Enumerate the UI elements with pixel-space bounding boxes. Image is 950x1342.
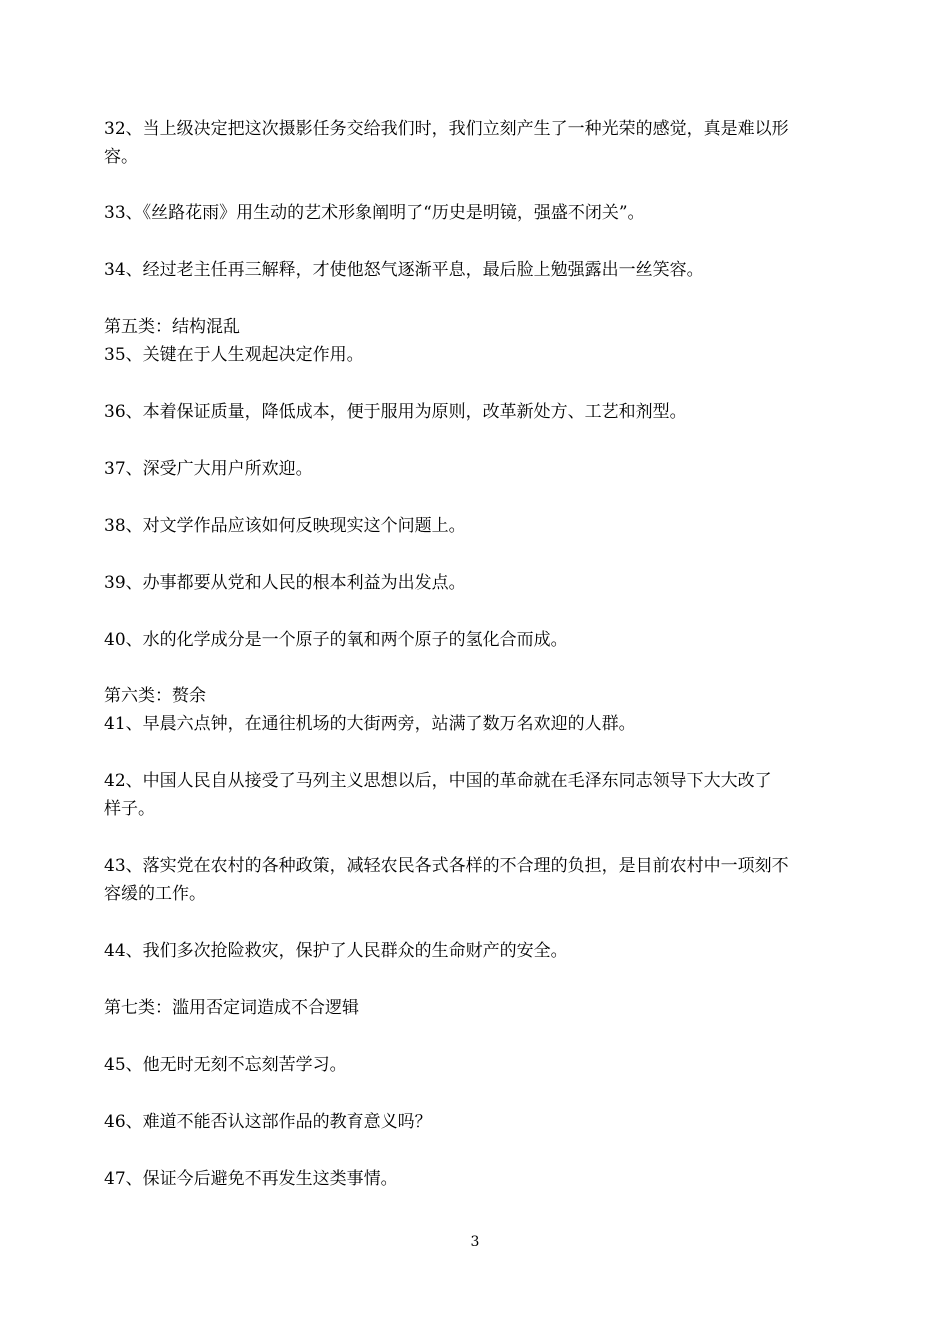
section-heading-7: 第七类：滥用否定词造成不合逻辑 (104, 998, 359, 1018)
page-number: 3 (470, 1234, 480, 1250)
item-37: 37、深受广大用户所欢迎。 (104, 459, 313, 479)
item-32-line-1: 32、当上级决定把这次摄影任务交给我们时，我们立刻产生了一种光荣的感觉，真是难以形 (104, 119, 789, 139)
section-heading-5: 第五类：结构混乱 (104, 317, 240, 337)
item-47: 47、保证今后避免不再发生这类事情。 (104, 1169, 398, 1189)
item-42-line-1: 42、中国人民自从接受了马列主义思想以后，中国的革命就在毛泽东同志领导下大大改了 (104, 771, 772, 791)
item-41: 41、早晨六点钟，在通往机场的大街两旁，站满了数万名欢迎的人群。 (104, 714, 636, 734)
item-34: 34、经过老主任再三解释，才使他怒气逐渐平息，最后脸上勉强露出一丝笑容。 (104, 260, 704, 280)
item-43-line-2: 容缓的工作。 (104, 884, 206, 904)
item-39: 39、办事都要从党和人民的根本利益为出发点。 (104, 573, 466, 593)
item-43-line-1: 43、落实党在农村的各种政策，减轻农民各式各样的不合理的负担，是目前农村中一项刻不 (104, 856, 789, 876)
item-32-line-2: 容。 (104, 147, 138, 167)
item-33: 33、《丝路花雨》用生动的艺术形象阐明了“历史是明镜，强盛不闭关”。 (104, 203, 645, 223)
item-40: 40、水的化学成分是一个原子的氧和两个原子的氢化合而成。 (104, 630, 568, 650)
item-35: 35、关键在于人生观起决定作用。 (104, 345, 364, 365)
item-46: 46、难道不能否认这部作品的教育意义吗？ (104, 1112, 432, 1132)
section-heading-6: 第六类：赘余 (104, 686, 206, 706)
item-42-line-2: 样子。 (104, 799, 155, 819)
item-44: 44、我们多次抢险救灾，保护了人民群众的生命财产的安全。 (104, 941, 568, 961)
item-38: 38、对文学作品应该如何反映现实这个问题上。 (104, 516, 466, 536)
item-36: 36、本着保证质量，降低成本，便于服用为原则，改革新处方、工艺和剂型。 (104, 402, 687, 422)
item-45: 45、他无时无刻不忘刻苦学习。 (104, 1055, 347, 1075)
